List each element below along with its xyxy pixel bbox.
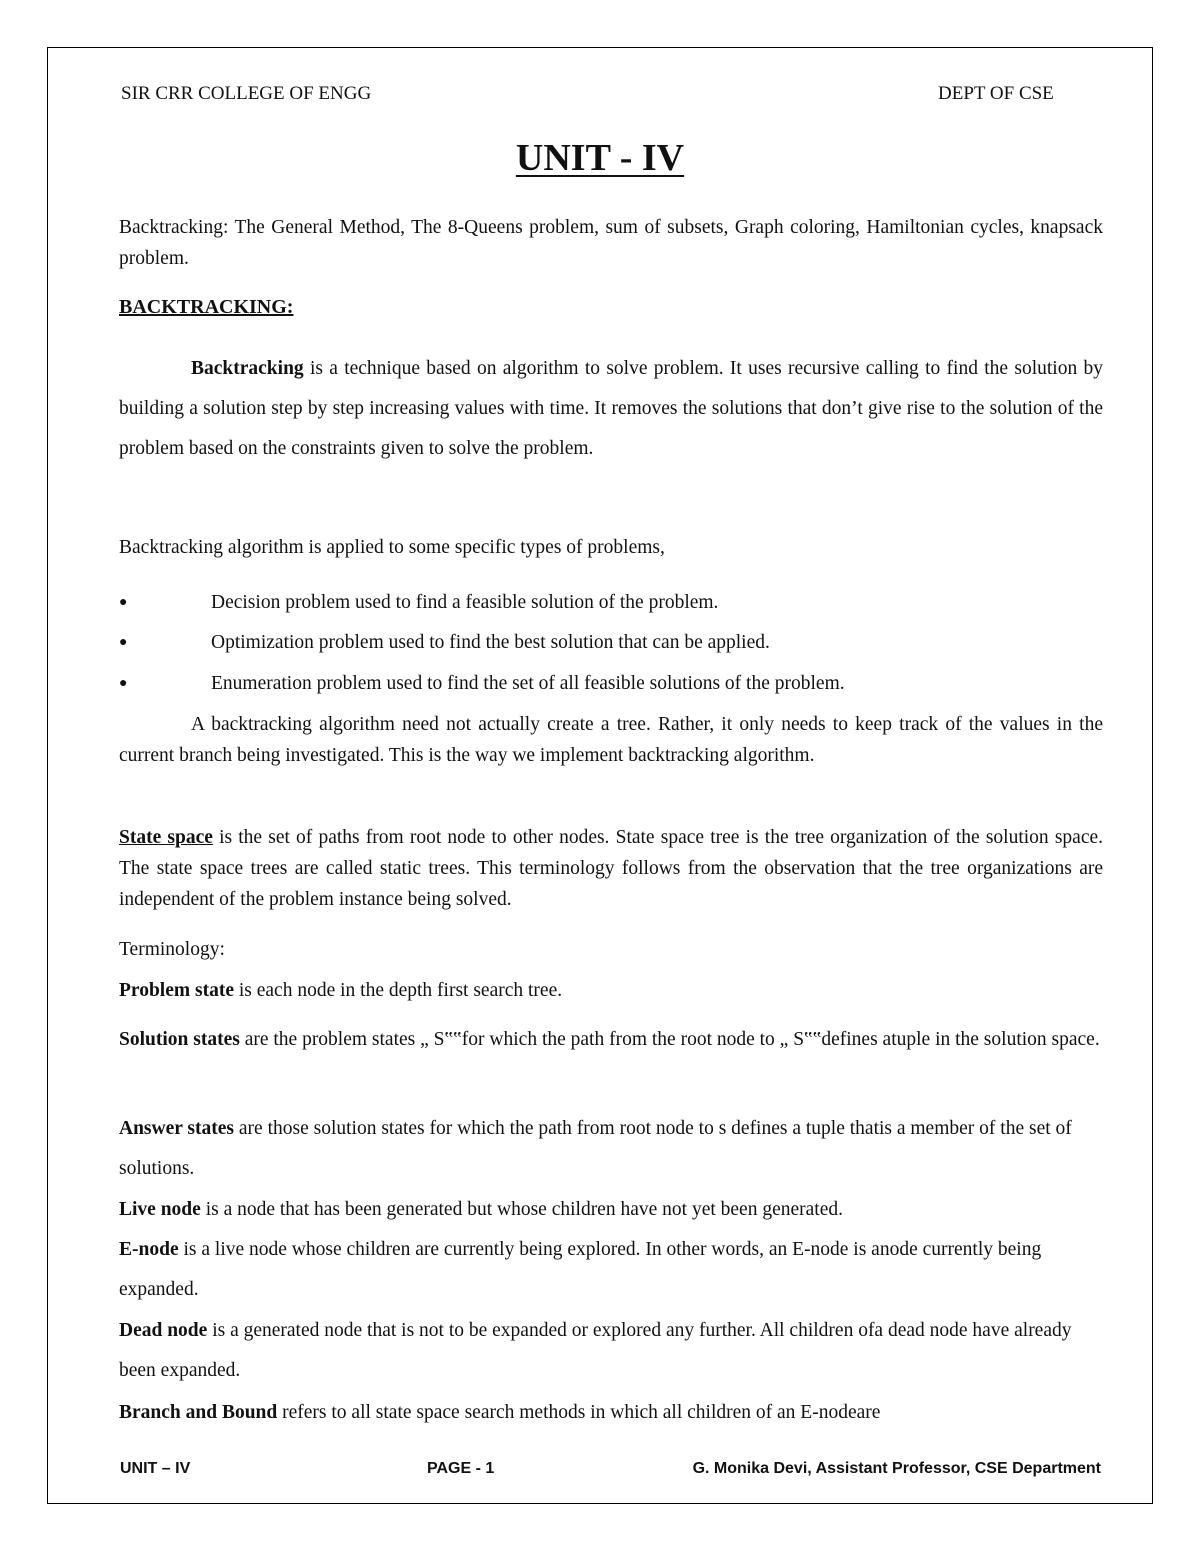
- definition-text: are those solution states for which the path from root node to s defines a tuple thatis a member of the set of solutions.: [119, 1118, 1072, 1179]
- list-item-text: Optimization problem used to find the best solution that can be applied.: [211, 632, 770, 653]
- bullet-icon: ●: [119, 676, 128, 691]
- definition-text: are the problem states „ S‟‟for which the path from the root node to „ S‟‟defines atuple in the solution space.: [239, 1029, 1100, 1050]
- definition-problem-state: [119, 975, 1103, 1006]
- definition-e-node: [119, 1230, 1103, 1310]
- bullet-icon: ●: [119, 595, 128, 610]
- footer-page-number: PAGE - 1: [427, 1460, 495, 1477]
- definition-term: Problem state: [119, 980, 234, 1001]
- definition-text: is a node that has been generated but whose children have not yet been generated.: [200, 1199, 843, 1220]
- footer-unit: UNIT – IV: [120, 1460, 191, 1477]
- intro-text: is a technique based on algorithm to solve problem. It uses recursive calling to find the solution by building a solution step by step increasing values with time. It removes the solutions that don’t give rise to the solution of the problem based on the constraints given to solve the problem.: [119, 358, 1103, 459]
- definition-live-node: [119, 1190, 1103, 1230]
- backtracking-heading: BACKTRACKING:: [119, 296, 294, 318]
- definition-text: refers to all state space search methods in which all children of an E-nodeare: [277, 1402, 881, 1423]
- list-item-text: Decision problem used to find a feasible solution of the problem.: [211, 592, 719, 613]
- list-item: [119, 588, 1103, 618]
- definition-answer-states: [119, 1109, 1103, 1189]
- list-item-text: Enumeration problem used to find the set of all feasible solutions of the problem.: [211, 673, 845, 694]
- definition-dead-node: [119, 1311, 1103, 1391]
- state-space-text: is the set of paths from root node to other nodes. State space tree is the tree organization of the solution space. The state space trees are called static trees. This terminology follows from the observation that the tree organizations are independent of the problem instance being solved.: [119, 827, 1104, 910]
- list-item: [119, 628, 1103, 658]
- tree-paragraph: A backtracking algorithm need not actually create a tree. Rather, it only needs to keep track of the values in the current branch being investigated. This is the way we implement backtracking algorithm.: [119, 714, 1103, 766]
- intro-paragraph: [119, 349, 1103, 469]
- state-space-term: State space: [119, 827, 213, 848]
- header-college: SIR CRR COLLEGE OF ENGG: [121, 83, 372, 104]
- definition-text: is each node in the depth first search tree.: [233, 980, 563, 1001]
- definition-text: is a live node whose children are currently being explored. In other words, an E-node is anode currently being expanded.: [119, 1239, 1042, 1300]
- list-item: [119, 669, 1103, 699]
- state-space-paragraph: [119, 822, 1103, 915]
- definition-term: Solution states: [119, 1029, 240, 1050]
- syllabus-text: Backtracking: The General Method, The 8-Queens problem, sum of subsets, Graph coloring, Hamiltonian cycles, knapsack problem.: [119, 217, 1103, 269]
- definition-term: Answer states: [119, 1118, 235, 1139]
- definition-term: Branch and Bound: [119, 1402, 278, 1423]
- intro-term: Backtracking: [191, 358, 304, 379]
- definition-term: Dead node: [119, 1320, 208, 1341]
- definition-term: E-node: [119, 1239, 179, 1260]
- definition-term: Live node: [119, 1199, 201, 1220]
- definition-text: is a generated node that is not to be expanded or explored any further. All children ofa dead node have already been expanded.: [119, 1320, 1072, 1381]
- page-title: UNIT - IV: [515, 137, 685, 179]
- applied-text: Backtracking algorithm is applied to some specific types of problems,: [119, 537, 665, 558]
- section-heading: [119, 296, 1103, 319]
- definition-solution-states: [119, 1020, 1103, 1060]
- header-dept: DEPT OF CSE: [938, 83, 1054, 104]
- definition-branch-bound: [119, 1393, 1103, 1433]
- footer-author: G. Monika Devi, Assistant Professor, CSE Department: [692, 1460, 1101, 1477]
- bullet-icon: ●: [119, 635, 128, 650]
- terminology-label: Terminology:: [119, 939, 225, 960]
